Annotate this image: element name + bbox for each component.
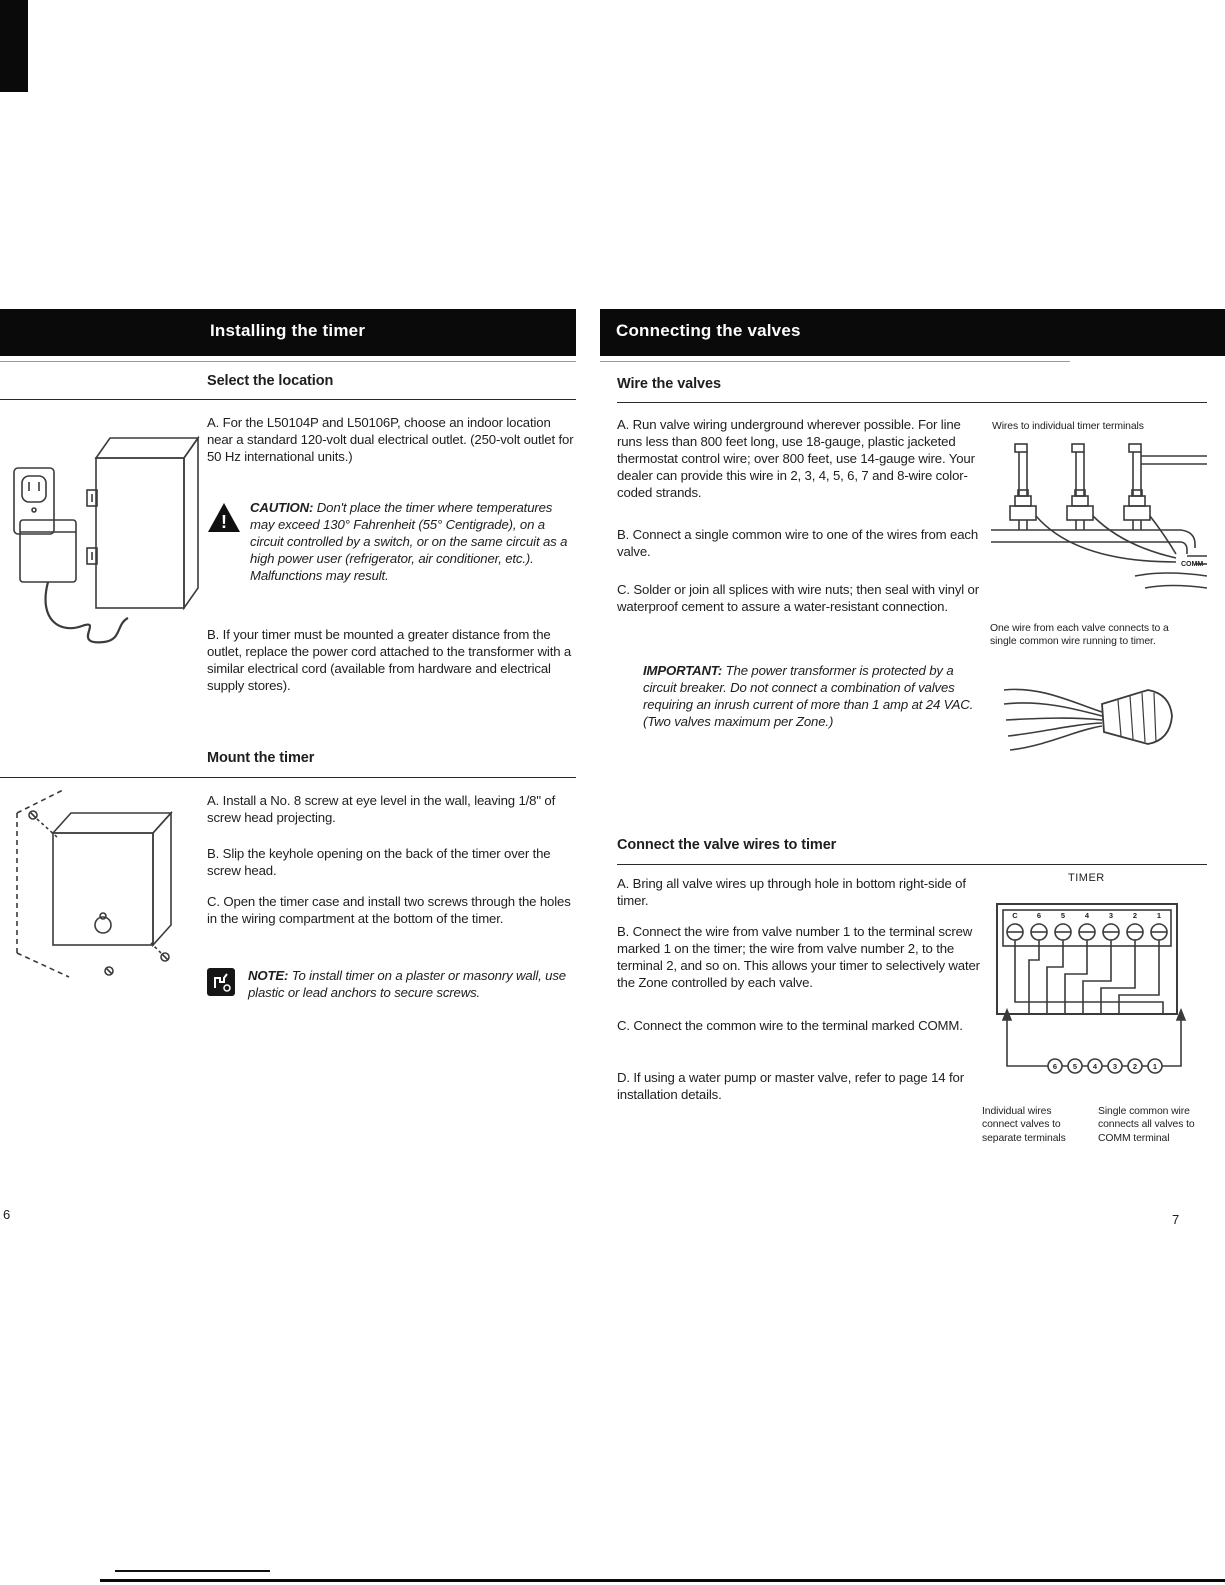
connect-para-a: A. Bring all valve wires up through hole in bottom right-side of timer. bbox=[617, 876, 966, 908]
terminal-label-3: 3 bbox=[1108, 911, 1114, 920]
mount-para-b: B. Slip the keyhole opening on the back of the timer over the screw head. bbox=[207, 846, 551, 878]
wire-nut-illustration bbox=[1000, 662, 1178, 770]
connect-para-d: D. If using a water pump or master valve, refer to page 14 for installation details. bbox=[617, 1070, 964, 1102]
timer-diagram-label: TIMER bbox=[1068, 872, 1105, 884]
caution-paragraph bbox=[250, 500, 574, 584]
terminal-caption-right: Single common wire connects all valves to COMM terminal bbox=[1098, 1106, 1195, 1144]
bottom-circle-6: 6 bbox=[1052, 1062, 1058, 1071]
install-para-b: B. If your timer must be mounted a greater distance from the outlet, replace the power cord attached to the transformer with a similar electrical cord (available from hardware and electrical supply stores). bbox=[207, 627, 572, 693]
connect-para-b: B. Connect the wire from valve number 1 to the terminal screw marked 1 on the timer; the wire from valve number 2, to the terminal 2, and so on. This allows your timer to selectively water the Zone controlled by each valve. bbox=[617, 924, 980, 990]
mount-timer-rule bbox=[0, 777, 576, 778]
page-number-left: 6 bbox=[3, 1207, 11, 1222]
bottom-circle-5: 5 bbox=[1072, 1062, 1078, 1071]
select-location-rule bbox=[0, 399, 576, 400]
bottom-circle-2: 2 bbox=[1132, 1062, 1138, 1071]
connect-wires-rule bbox=[617, 864, 1207, 865]
terminal-label-2: 2 bbox=[1132, 911, 1138, 920]
scan-mark-bottom-short bbox=[115, 1570, 270, 1572]
header-underline-left bbox=[0, 361, 576, 362]
scan-mark-bottom-long bbox=[100, 1579, 1225, 1582]
mount-timer-illustration bbox=[5, 785, 193, 983]
manifold-caption-top: Wires to individual timer terminals bbox=[992, 421, 1144, 432]
scan-mark-top-left bbox=[0, 0, 28, 92]
important-text: The power transformer is protected by a circuit breaker. Do not connect a combination of valves requiring an inrush current of more than 1 amp at 24 VAC. bbox=[643, 663, 974, 712]
select-location-heading: Select the location bbox=[207, 373, 334, 389]
terminal-label-4: 4 bbox=[1084, 911, 1090, 920]
warning-glyph: ! bbox=[221, 512, 227, 532]
important-paragraph bbox=[643, 663, 983, 731]
valve-manifold-illustration bbox=[985, 438, 1207, 616]
terminal-label-1: 1 bbox=[1156, 911, 1162, 920]
warning-icon bbox=[207, 502, 241, 534]
right-section-header bbox=[600, 309, 1225, 356]
note-paragraph bbox=[248, 968, 574, 1002]
page-number-right: 7 bbox=[1172, 1212, 1180, 1227]
wire-valves-rule bbox=[617, 402, 1207, 403]
connect-wires-heading: Connect the valve wires to timer bbox=[617, 837, 837, 853]
important-note: (Two valves maximum per Zone.) bbox=[643, 713, 834, 729]
important-label: IMPORTANT: bbox=[643, 663, 723, 678]
connect-para-c: C. Connect the common wire to the terminal marked COMM. bbox=[617, 1018, 963, 1033]
outlet-transformer-illustration bbox=[8, 420, 206, 650]
bottom-circle-1: 1 bbox=[1152, 1062, 1158, 1071]
note-anchor-icon bbox=[207, 968, 235, 996]
install-para-a: A. For the L50104P and L50106P, choose an indoor location near a standard 120-volt dual electrical outlet. (250-volt outlet for 50 Hz international units.) bbox=[207, 415, 574, 464]
wire-para-c: C. Solder or join all splices with wire nuts; then seal with vinyl or waterproof cement to assure a water-resistant connection. bbox=[617, 582, 979, 614]
caution-text: Don't place the timer where temperatures may exceed 130° Fahrenheit (55° Centigrade), on a circuit controlled by a switch, or on the same circuit as a high power user (refrigerator, air conditioner, etc.). Malfunctions may result. bbox=[250, 500, 568, 583]
terminal-label-6: 6 bbox=[1036, 911, 1042, 920]
terminal-label-c: C bbox=[1012, 911, 1018, 920]
terminal-label-5: 5 bbox=[1060, 911, 1066, 920]
manifold-caption-bottom: One wire from each valve connects to a single common wire running to timer. bbox=[990, 623, 1169, 648]
mount-timer-heading: Mount the timer bbox=[207, 750, 315, 766]
right-section-title: Connecting the valves bbox=[616, 321, 801, 340]
wire-valves-heading: Wire the valves bbox=[617, 376, 721, 392]
bottom-circle-3: 3 bbox=[1112, 1062, 1118, 1071]
wire-para-a: A. Run valve wiring underground wherever possible. For line runs less than 800 feet long, use 18-gauge, plastic jacketed thermostat control wire; over 800 feet, use 14-gauge wire. Your dealer can provide this wire in 2, 3, 4, 5, 6, 7 and 8-wire color-coded strands. bbox=[617, 417, 975, 500]
caution-label: CAUTION: bbox=[250, 500, 314, 515]
mount-para-a: A. Install a No. 8 screw at eye level in the wall, leaving 1/8" of screw head projecting. bbox=[207, 793, 556, 825]
wire-para-b: B. Connect a single common wire to one of the wires from each valve. bbox=[617, 527, 979, 559]
bottom-circle-4: 4 bbox=[1092, 1062, 1098, 1071]
terminal-caption-left: Individual wires connect valves to separate terminals bbox=[982, 1106, 1066, 1144]
note-label: NOTE: bbox=[248, 968, 289, 983]
timer-terminal-diagram bbox=[993, 890, 1195, 1092]
comm-wire-label: COMM bbox=[1181, 561, 1204, 568]
note-text: To install timer on a plaster or masonry wall, use plastic or lead anchors to secure screws. bbox=[248, 968, 566, 1000]
mount-para-c: C. Open the timer case and install two screws through the holes in the wiring compartment at the bottom of the timer. bbox=[207, 894, 571, 926]
left-section-header bbox=[0, 309, 576, 356]
left-section-title: Installing the timer bbox=[210, 321, 366, 340]
header-underline-right bbox=[600, 361, 1070, 362]
